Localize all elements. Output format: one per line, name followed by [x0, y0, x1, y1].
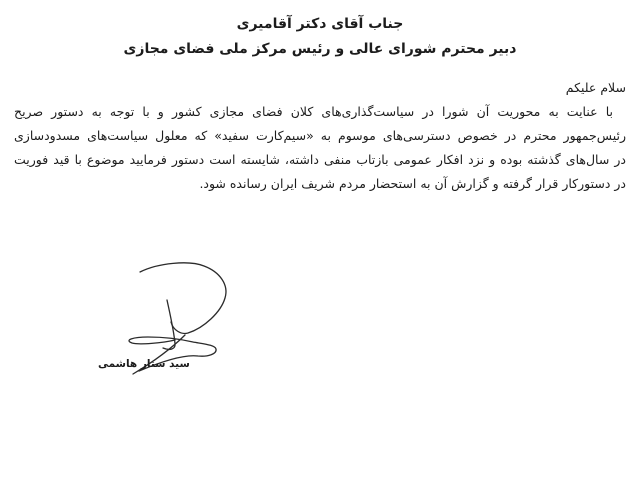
greeting-line: سلام علیکم [565, 80, 626, 95]
body-line-2: رئیس‌جمهور محترم در خصوص دسترسی‌های موسوم به «سیم‌کارت سفید» که معلول سیاست‌های مسدودسازی [14, 128, 626, 143]
body-line-4: در دستورکار قرار گرفته و گزارش آن به استحضار مردم شریف ایران رسانده شود. [199, 176, 626, 191]
body-line-3: در سال‌های گذشته بوده و نزد افکار عمومی بازتاب منفی داشته، شایسته است دستور فرمایید موضوع با قید فوریت [14, 152, 626, 167]
letter-header [0, 0, 640, 62]
body-paragraph [0, 100, 640, 196]
recipient-title-line: دبیر محترم شورای عالی و رئیس مرکز ملی فضای مجازی [123, 41, 517, 57]
recipient-name-line: جناب آقای دکتر آقامیری [236, 16, 404, 32]
body-line-1: با عنایت به محوریت آن شورا در سیاست‌گذاری‌های کلان فضای مجازی کشور و با توجه به دستور صریح [14, 104, 613, 119]
signatory-name: سید ستار هاشمی [98, 358, 190, 370]
